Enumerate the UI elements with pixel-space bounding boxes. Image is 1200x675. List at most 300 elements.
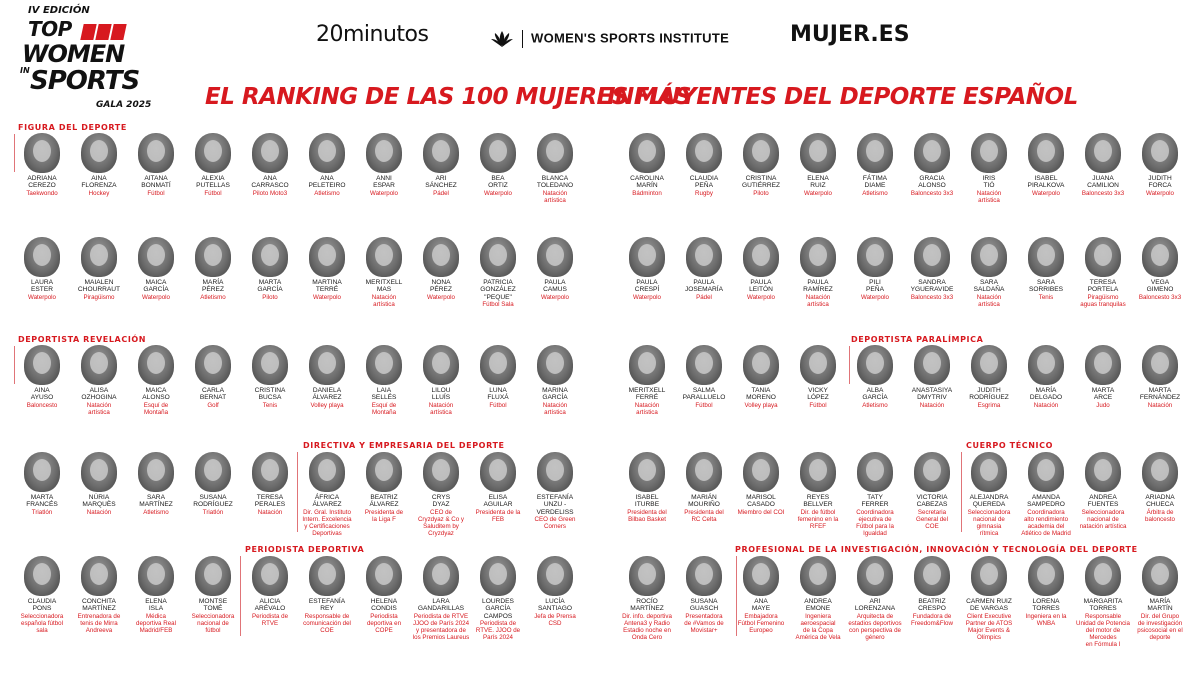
person-description: Dir. del Grupo de investigación psicosocial en el deporte (1137, 612, 1183, 641)
person-card (526, 133, 584, 204)
portrait-photo (857, 345, 893, 385)
portrait-photo (81, 452, 117, 492)
person-name: ALISA OZHOGINA (81, 387, 117, 402)
portrait-photo (309, 452, 345, 492)
person-name: VICTORIA CABEZAS (916, 494, 948, 509)
portrait-photo (686, 556, 722, 596)
person-name: TATY FERRER (861, 494, 889, 509)
person-name: NONA PÉREZ (430, 279, 452, 294)
person-description: Coordinadora ejecutiva de Fútbol para la Igualdad (856, 508, 894, 537)
person-card (184, 133, 242, 197)
person-name: MAICA GARCÍA (143, 279, 169, 294)
person-name: ISABEL PIRALKOVA (1027, 175, 1065, 190)
person-card (412, 133, 470, 197)
person-card (127, 345, 185, 416)
person-description: Waterpolo (28, 293, 56, 301)
section-title-figura: FIGURA DEL DEPORTE (18, 123, 127, 132)
person-description: Piragüismo aguas tranquilas (1080, 293, 1126, 308)
logo-women: WOMEN (22, 40, 125, 68)
person-description: Natación artística (542, 189, 568, 204)
person-card (675, 237, 733, 301)
portrait-photo (971, 237, 1007, 277)
person-card (960, 556, 1018, 641)
person-name: ALBA GARCÍA (862, 387, 888, 402)
person-card (846, 345, 904, 409)
portrait-photo (138, 133, 174, 173)
portrait-photo (629, 345, 665, 385)
person-description: Secretaria General del COE (916, 508, 948, 530)
person-name: ROCÍO MARTÍNEZ (630, 598, 664, 613)
person-card (241, 237, 299, 301)
person-name: LORENA TORRES (1032, 598, 1060, 613)
person-card (412, 345, 470, 416)
person-description: Miembro del COI (737, 508, 785, 516)
person-description: Volley playa (310, 401, 344, 409)
portrait-photo (1028, 452, 1064, 492)
person-card (355, 556, 413, 634)
portrait-photo (366, 237, 402, 277)
person-card (298, 237, 356, 301)
portrait-photo (971, 345, 1007, 385)
person-card (732, 237, 790, 301)
person-card (1131, 452, 1189, 523)
person-card (732, 452, 790, 516)
person-description: Golf (207, 401, 219, 409)
person-card (241, 452, 299, 516)
person-description: Piloto (262, 293, 278, 301)
logo-top: TOP (28, 17, 72, 41)
person-description: Rugby (695, 189, 713, 197)
portrait-photo (480, 452, 516, 492)
person-card (469, 452, 527, 523)
person-name: JUDITH FORCA (1148, 175, 1172, 190)
person-card (1131, 237, 1189, 301)
person-card (526, 237, 584, 301)
person-name: ELENA ISLA (145, 598, 167, 613)
person-name: CRYS DYAZ (431, 494, 451, 509)
portrait-photo (800, 345, 836, 385)
portrait-photo (537, 452, 573, 492)
portrait-photo (857, 556, 893, 596)
person-name: ADRIANA CEREZO (27, 175, 57, 190)
portrait-photo (24, 133, 60, 173)
person-name: MARINA GARCÍA (542, 387, 568, 402)
person-name: SARA MARTÍNEZ (139, 494, 173, 509)
person-description: Arquitecta de estadios deportivos con perspectiva de género (848, 612, 902, 641)
portrait-photo (743, 556, 779, 596)
person-name: FÁTIMA DIAME (862, 175, 888, 190)
portrait-photo (423, 133, 459, 173)
portrait-photo (138, 237, 174, 277)
person-description: Fútbol (809, 401, 827, 409)
portrait-photo (1085, 237, 1121, 277)
portrait-photo (195, 237, 231, 277)
person-description: Judo (1096, 401, 1110, 409)
person-description: Atletismo (314, 189, 340, 197)
portrait-photo (138, 556, 174, 596)
person-card (127, 556, 185, 634)
person-name: PAULA JOSEMARÍA (684, 279, 724, 294)
person-description: CEO de Green Corners (534, 516, 576, 531)
person-card (618, 237, 676, 301)
person-card (70, 452, 128, 516)
portrait-photo (366, 452, 402, 492)
person-name: BEA ORTIZ (488, 175, 508, 190)
person-card (960, 237, 1018, 308)
person-name: BEATRIZ ÁLVAREZ (369, 494, 399, 509)
person-description: Piragüismo (83, 293, 115, 301)
person-name: LAURA ESTER (31, 279, 53, 294)
person-card (789, 345, 847, 409)
portrait-photo (743, 452, 779, 492)
portrait-photo (1028, 133, 1064, 173)
person-card (298, 556, 356, 634)
person-name: ARI LORENZANA (854, 598, 896, 613)
person-name: AMANDA SAMPEDRO (1027, 494, 1065, 509)
person-card (675, 452, 733, 523)
person-card (846, 452, 904, 537)
portrait-photo (480, 345, 516, 385)
portrait-photo (971, 556, 1007, 596)
person-name: CONCHITA MARTÍNEZ (82, 598, 116, 613)
person-name: CLAUDIA PEÑA (689, 175, 719, 190)
person-card (846, 133, 904, 197)
person-description: Seleccionadora nacional de gimnasia rítmica (967, 508, 1011, 537)
portrait-photo (195, 452, 231, 492)
person-card (1017, 345, 1075, 409)
person-card (846, 556, 904, 641)
person-card (1131, 556, 1189, 641)
portrait-photo (1142, 452, 1178, 492)
person-description: Responsable de comunicación del COE (303, 612, 351, 634)
portrait-photo (914, 237, 950, 277)
portrait-photo (1142, 237, 1178, 277)
person-description: Tenis (262, 401, 278, 409)
person-description: Seleccionadora nacional de natación artística (1079, 508, 1127, 530)
person-card (13, 452, 71, 516)
person-card (789, 133, 847, 197)
portrait-photo (1085, 556, 1121, 596)
person-card (846, 237, 904, 301)
person-name: LILOU LLUÍS (431, 387, 451, 402)
person-name: ESTEFANÍA UNZU - VERDELISS (536, 494, 574, 516)
person-card (618, 556, 676, 641)
person-card (789, 556, 847, 641)
portrait-photo (138, 452, 174, 492)
top-women-in-sports-logo (16, 6, 151, 116)
person-description: Natación artística (976, 189, 1002, 204)
portrait-photo (423, 556, 459, 596)
portrait-photo (971, 133, 1007, 173)
portrait-photo (195, 345, 231, 385)
portrait-photo (1085, 345, 1121, 385)
person-description: Fútbol (147, 189, 165, 197)
person-description: Waterpolo (1146, 189, 1174, 197)
person-description: Natación (257, 508, 283, 516)
headline-right: INFLUYENTES DEL DEPORTE ESPAÑOL (607, 84, 1078, 110)
person-name: MARÍA PÉREZ (202, 279, 224, 294)
person-card (70, 345, 128, 416)
portrait-photo (800, 237, 836, 277)
person-name: ARI SÁNCHEZ (425, 175, 457, 190)
person-name: ANA MAYE (751, 598, 771, 613)
person-name: ALEXIA PUTELLAS (196, 175, 230, 190)
person-name: MARÍA DELGADO (1029, 387, 1063, 402)
portrait-photo (1028, 345, 1064, 385)
logo-in: IN (20, 66, 30, 75)
person-name: LAIA SELLÉS (371, 387, 397, 402)
person-name: REYES BELLVER (803, 494, 833, 509)
person-description: Periodista de RTVE JJOO de París 2024 y presentadora de los Premios Laureus (412, 612, 470, 641)
person-name: ELENA RUIZ (807, 175, 829, 190)
person-description: Baloncesto 3x3 (1138, 293, 1182, 301)
portrait-photo (857, 133, 893, 173)
person-name: MARTINA TERRÉ (312, 279, 342, 294)
leaf-icon (490, 30, 514, 48)
person-card (903, 237, 961, 301)
portrait-photo (1028, 237, 1064, 277)
person-name: SUSANA GUASCH (689, 598, 719, 613)
person-description: Natación (86, 508, 112, 516)
portrait-photo (800, 556, 836, 596)
person-card (675, 345, 733, 409)
section-title-directiva: DIRECTIVA Y EMPRESARIA DEL DEPORTE (303, 441, 505, 450)
person-name: MERITXELL FERRÉ (628, 387, 666, 402)
portrait-photo (366, 556, 402, 596)
person-name: LOURDES GARCÍA CAMPOS (482, 598, 514, 620)
person-name: MAIALEN CHOURRAUT (77, 279, 121, 294)
person-name: BEATRIZ CRESPO (918, 598, 946, 613)
person-description: Seleccionadora española fútbol sala (20, 612, 64, 634)
person-card (903, 452, 961, 530)
person-description: Waterpolo (1032, 189, 1060, 197)
person-card (241, 345, 299, 409)
person-description: Natación (1147, 401, 1173, 409)
person-name: CRISTINA BUCSA (254, 387, 286, 402)
person-description: Natación artística (86, 401, 112, 416)
person-name: BLANCA TOLEDANO (536, 175, 574, 190)
person-name: CARLA BERNAT (199, 387, 227, 402)
person-name: ANNI ESPAR (373, 175, 395, 190)
portrait-photo (24, 556, 60, 596)
person-card (469, 133, 527, 197)
person-card (960, 345, 1018, 409)
person-card (1131, 345, 1189, 409)
person-card (184, 452, 242, 516)
person-card (241, 556, 299, 627)
person-card (526, 345, 584, 416)
person-description: Dir. info. deportiva Antena3 y Radio Estadio noche en Onda Cero (622, 612, 672, 641)
portrait-photo (81, 345, 117, 385)
portrait-photo (686, 345, 722, 385)
person-card (355, 452, 413, 523)
person-description: Responsable Unidad de Potencia del motor de Mercedes en Fórmula I (1075, 612, 1130, 648)
portrait-photo (252, 556, 288, 596)
person-card (1074, 133, 1132, 197)
person-card (13, 556, 71, 634)
person-card (618, 345, 676, 416)
person-card (789, 452, 847, 530)
portrait-photo (81, 237, 117, 277)
portrait-photo (423, 452, 459, 492)
person-card (355, 237, 413, 308)
person-card (526, 452, 584, 530)
person-description: Atletismo (143, 508, 169, 516)
portrait-photo (1142, 556, 1178, 596)
person-description: Waterpolo (861, 293, 889, 301)
person-description: Baloncesto 3x3 (1081, 189, 1125, 197)
portrait-photo (629, 556, 665, 596)
person-name: GRACIA ALONSO (918, 175, 946, 190)
portrait-photo (857, 237, 893, 277)
brand-wsi-label: WOMEN'S SPORTS INSTITUTE (531, 30, 730, 46)
person-card (1074, 452, 1132, 530)
portrait-photo (480, 133, 516, 173)
section-title-investigacion: PROFESIONAL DE LA INVESTIGACIÓN, INNOVACIÓN Y TECNOLOGÍA DEL DEPORTE (735, 545, 1138, 554)
person-description: Tenis (1038, 293, 1054, 301)
person-description: Bádminton (632, 189, 662, 197)
person-name: TERESA PERALES (254, 494, 286, 509)
person-card (298, 452, 356, 537)
person-name: MARTA GARCÍA (257, 279, 283, 294)
person-name: AITANA BONMATÍ (141, 175, 171, 190)
person-description: Presidenta del Bilbao Basket (627, 508, 667, 523)
person-name: DANIELA ÁLVAREZ (312, 387, 342, 402)
person-name: ELISA AGUILAR (483, 494, 513, 509)
person-card (412, 237, 470, 301)
person-description: Dir. de fútbol femenino en la RFEF (797, 508, 839, 530)
person-card (184, 237, 242, 301)
person-name: LUCÍA SANTIAGO (537, 598, 573, 613)
portrait-photo (138, 345, 174, 385)
person-description: Presentadora de #Vamos de Movistar+ (684, 612, 724, 634)
portrait-photo (480, 556, 516, 596)
portrait-photo (366, 345, 402, 385)
person-card (789, 237, 847, 308)
section-title-cuerpo-tecnico: CUERPO TÉCNICO (966, 441, 1053, 450)
person-card (13, 237, 71, 301)
portrait-photo (537, 237, 573, 277)
person-name: MONTSE TOMÉ (198, 598, 228, 613)
person-card (903, 556, 961, 627)
person-description: Baloncesto 3x3 (910, 189, 954, 197)
person-description: Baloncesto 3x3 (910, 293, 954, 301)
person-card (469, 237, 527, 308)
portrait-photo (195, 556, 231, 596)
person-description: Fundadora de Freedom&Flow (911, 612, 953, 627)
person-description: CEO de Cryzdyaz & Co y Saluditem by Cryzdyaz (417, 508, 465, 537)
person-card (1017, 452, 1075, 537)
person-description: Natación (919, 401, 945, 409)
portrait-photo (24, 345, 60, 385)
person-description: Jefa de Prensa CSD (534, 612, 576, 627)
person-description: Waterpolo (370, 189, 398, 197)
person-card (732, 556, 790, 634)
portrait-photo (366, 133, 402, 173)
portrait-photo (686, 133, 722, 173)
person-card (412, 556, 470, 641)
person-name: SANDRA YGUERAVIDE (910, 279, 954, 294)
person-card (732, 133, 790, 197)
portrait-photo (1085, 452, 1121, 492)
person-name: VICKY LÓPEZ (807, 387, 829, 402)
person-card (960, 133, 1018, 204)
person-name: LARA GANDARILLAS (417, 598, 465, 613)
person-description: Entrenadora de tenis de Mirra Andreeva (77, 612, 121, 634)
person-name: MAICA ALONSO (142, 387, 170, 402)
person-name: NÚRIA MARQUÈS (82, 494, 116, 509)
person-description: Baloncesto (26, 401, 58, 409)
person-card (1017, 133, 1075, 197)
person-name: JUDITH RODRÍGUEZ (969, 387, 1009, 402)
person-description: Waterpolo (541, 293, 569, 301)
person-card (184, 556, 242, 634)
portrait-photo (252, 345, 288, 385)
person-description: Triatlón (202, 508, 224, 516)
person-description: Presidenta de la Liga F (364, 508, 404, 523)
person-description: Client Executive Partner de ATOS Major Events & Olímpics (965, 612, 1013, 641)
person-description: Waterpolo (804, 189, 832, 197)
person-name: SUSANA RODRÍGUEZ (193, 494, 233, 509)
person-name: AINA AYUSO (30, 387, 54, 402)
brand-mujer-es: MUJER.ES (790, 22, 910, 47)
portrait-photo (537, 133, 573, 173)
person-description: Fútbol (489, 401, 507, 409)
portrait-photo (309, 237, 345, 277)
portrait-photo (537, 345, 573, 385)
person-description: Natación artística (805, 293, 831, 308)
portrait-photo (81, 556, 117, 596)
portrait-photo (423, 237, 459, 277)
portrait-photo (743, 133, 779, 173)
person-description: Triatlón (31, 508, 53, 516)
person-description: Waterpolo (313, 293, 341, 301)
person-card (903, 345, 961, 409)
person-name: MERITXELL MAS (365, 279, 403, 294)
person-name: ANA PELETEIRO (308, 175, 346, 190)
person-name: PAULA RAMÍREZ (803, 279, 833, 294)
portrait-photo (800, 133, 836, 173)
person-description: Ingeniera aeroespacial de la Copa América de Vela (795, 612, 841, 641)
person-description: Seleccionadora nacional de fútbol (191, 612, 235, 634)
person-description: Taekwondo (26, 189, 58, 197)
person-name: ARIADNA CHUECA (1145, 494, 1175, 509)
person-card (241, 133, 299, 197)
person-card (903, 133, 961, 197)
person-card (70, 556, 128, 634)
portrait-photo (423, 345, 459, 385)
person-description: Esgrima (977, 401, 1001, 409)
person-description: Natación artística (542, 401, 568, 416)
person-name: MARTA ARCE (1091, 387, 1115, 402)
person-description: Esquí de Montaña (143, 401, 169, 416)
person-name: TERESA PORTELA (1087, 279, 1119, 294)
person-card (1131, 133, 1189, 197)
person-card (960, 452, 1018, 537)
person-name: MARTA FRANCÉS (26, 494, 58, 509)
person-card (1074, 556, 1132, 648)
person-card (70, 133, 128, 197)
person-description: Médica deportiva Real Madrid/FEB (136, 612, 176, 634)
person-description: Ingeniera en la WNBA (1025, 612, 1067, 627)
person-description: Fútbol Sala (482, 301, 514, 309)
person-name: CARMEN RUIZ DE VARGAS (966, 598, 1012, 613)
portrait-photo (480, 237, 516, 277)
person-card (618, 133, 676, 197)
person-name: HELENA CONDIS (370, 598, 398, 613)
person-description: Fútbol (204, 189, 222, 197)
person-card (1017, 556, 1075, 627)
